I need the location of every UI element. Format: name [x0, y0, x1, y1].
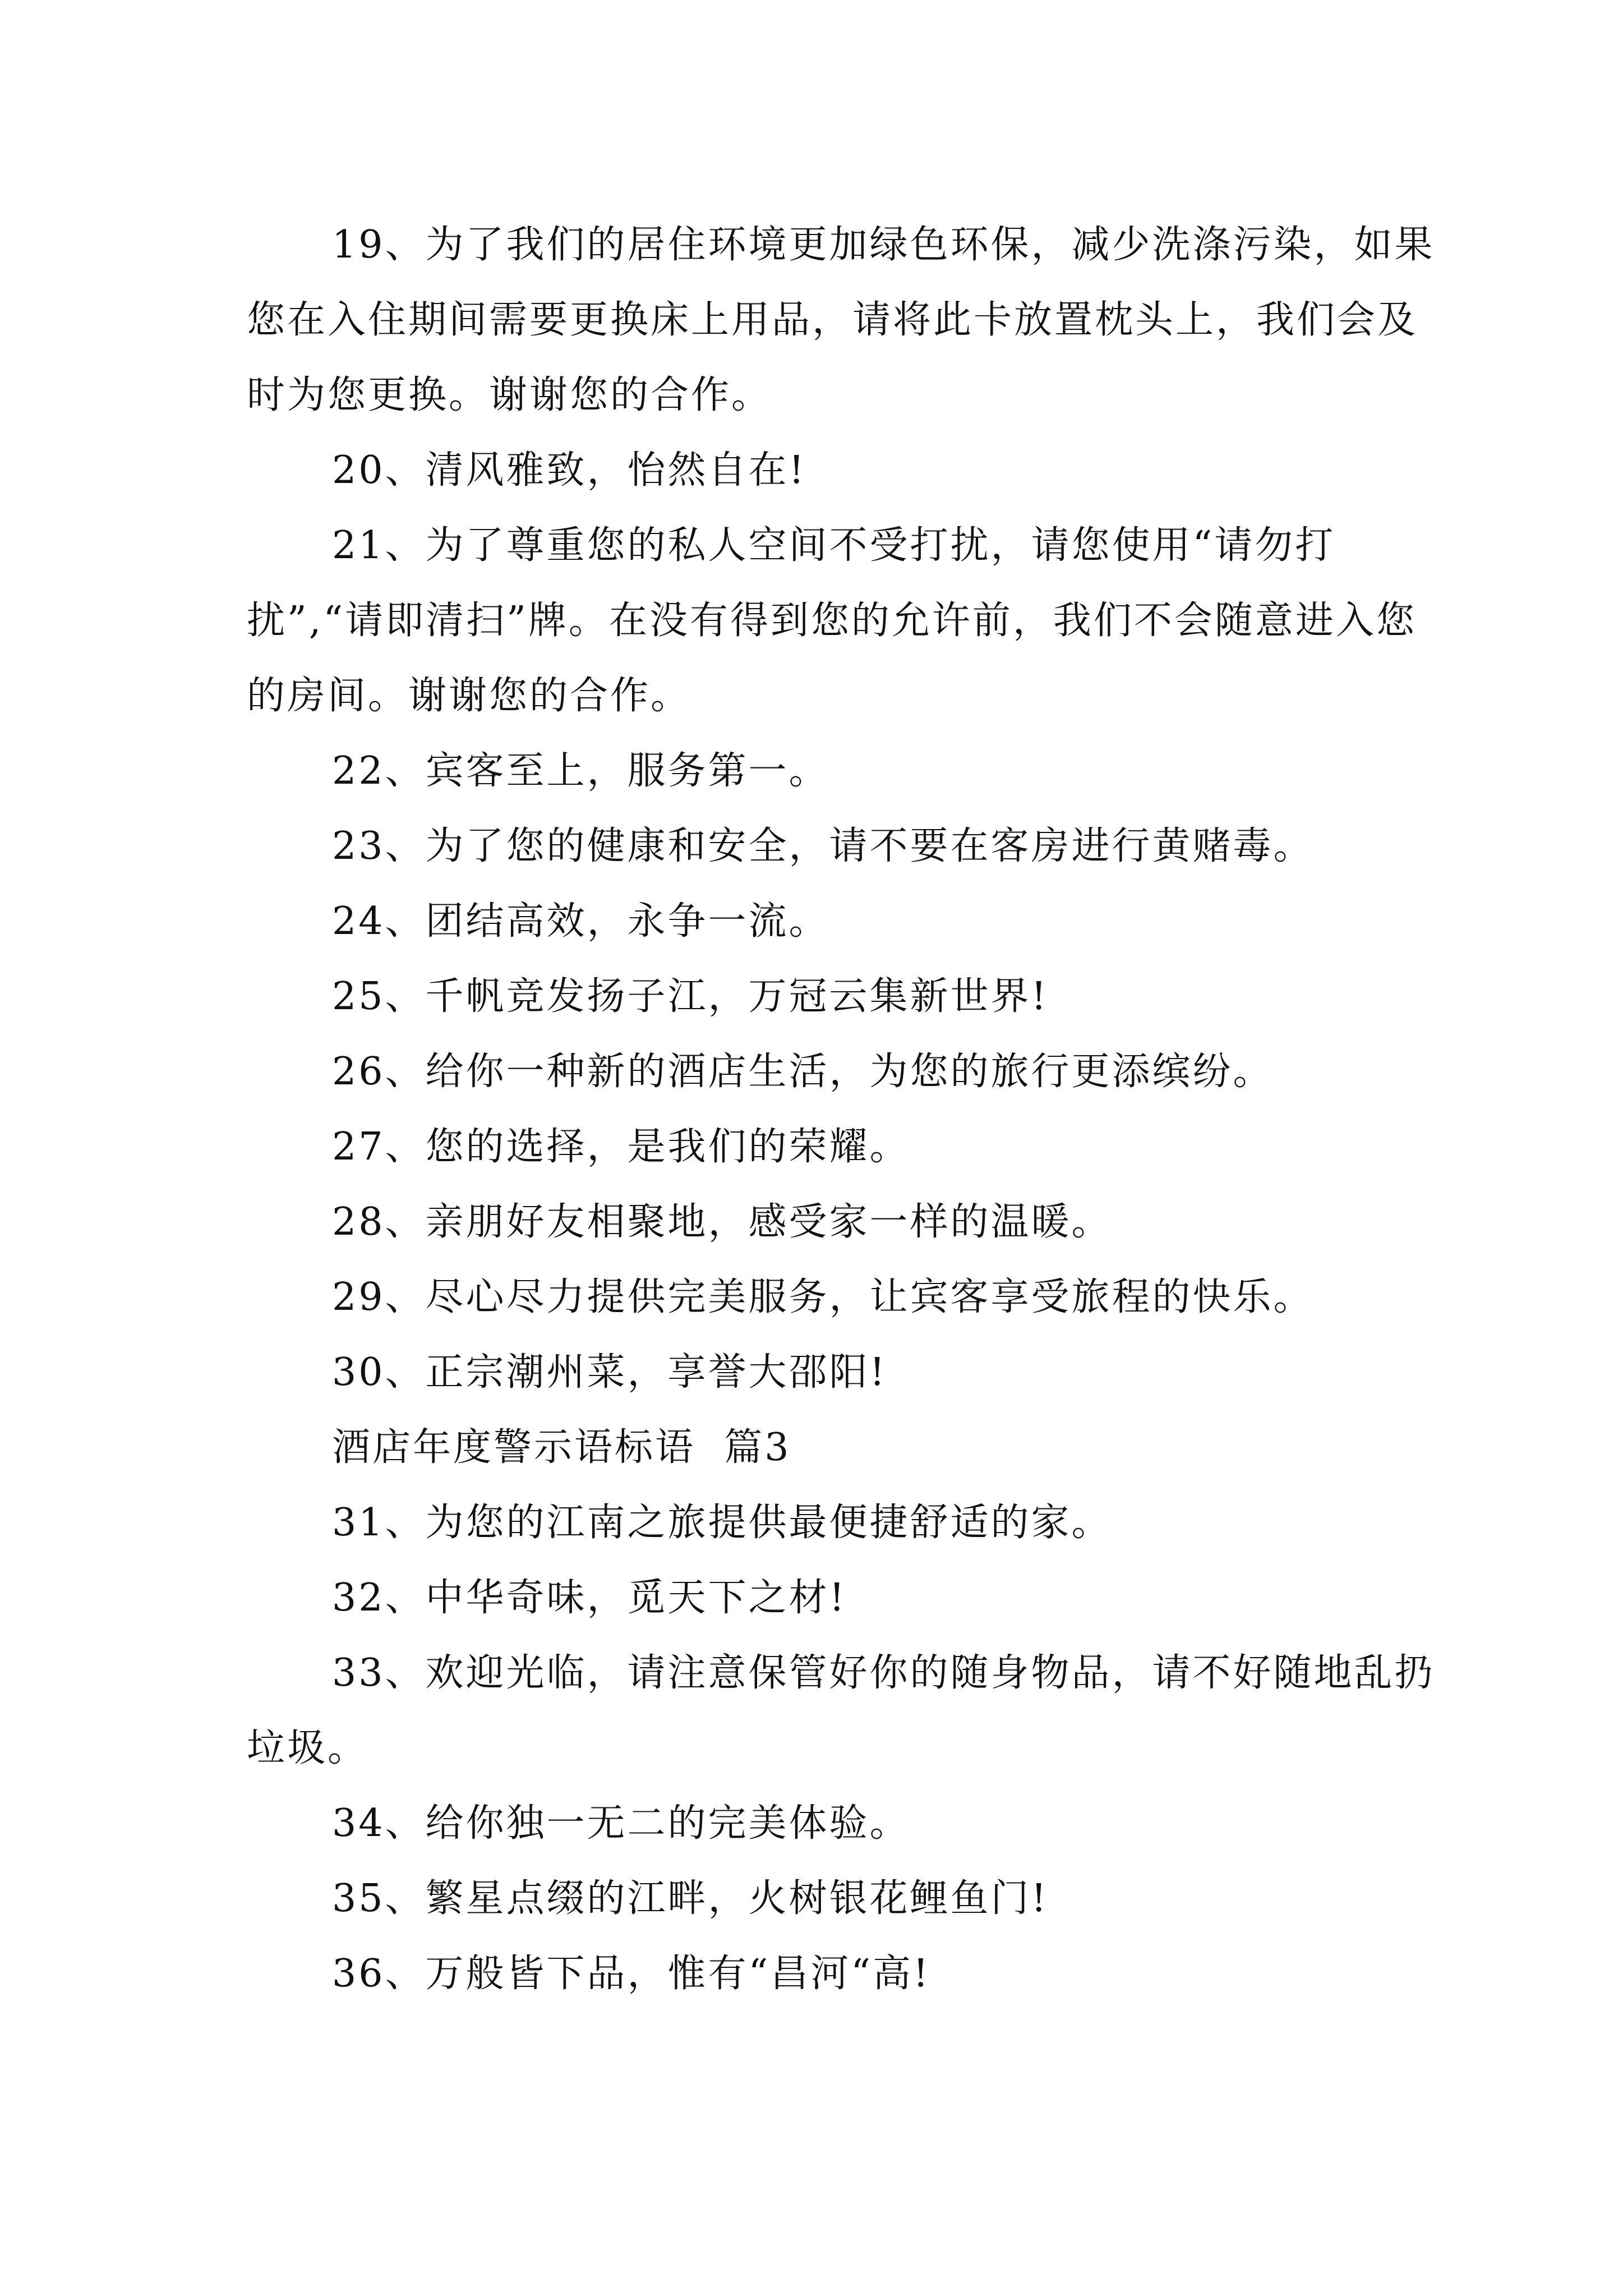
paragraph-25: 25、千帆竞发扬子江，万冠云集新世界! — [332, 974, 1049, 1019]
paragraph-21: 21、为了尊重您的私人空间不受打扰，请您使用“请勿打扰”,“请即清扫”牌。在没有得到您的允许前，我们不会随意进入您的房间。谢谢您的合作。 — [247, 523, 1417, 718]
paragraph-27: 27、您的选择，是我们的荣耀。 — [332, 1125, 910, 1169]
paragraph-33: 33、欢迎光临，请注意保管好你的随身物品，请不好随地乱扔垃圾。 — [247, 1651, 1435, 1770]
document-body — [247, 208, 1447, 2012]
paragraph-36: 36、万般皆下品，惟有“昌河“高! — [332, 1952, 931, 1996]
section-heading: 酒店年度警示语标语 篇3 — [332, 1425, 791, 1470]
paragraph-19: 19、为了我们的居住环境更加绿色环保，减少洗涤污染，如果您在入住期间需要更换床上用品，请将此卡放置枕头上，我们会及时为您更换。谢谢您的合作。 — [247, 223, 1435, 417]
paragraph-28: 28、亲朋好友相聚地，感受家一样的温暖。 — [332, 1200, 1112, 1244]
paragraph-32: 32、中华奇味，觅天下之材! — [332, 1576, 847, 1620]
paragraph-34: 34、给你独一无二的完美体验。 — [332, 1801, 910, 1846]
paragraph-29: 29、尽心尽力提供完美服务，让宾客享受旅程的快乐。 — [332, 1275, 1314, 1319]
paragraph-24: 24、团结高效，永争一流。 — [332, 899, 829, 944]
paragraph-35: 35、繁星点缀的江畔，火树银花鲤鱼门! — [332, 1876, 1049, 1921]
paragraph-30: 30、正宗潮州菜，享誉大邵阳! — [332, 1350, 887, 1395]
paragraph-22: 22、宾客至上，服务第一。 — [332, 749, 829, 793]
paragraph-26: 26、给你一种新的酒店生活，为您的旅行更添缤纷。 — [332, 1050, 1274, 1094]
paragraph-20: 20、清风雅致，怡然自在! — [332, 448, 806, 493]
paragraph-23: 23、为了您的健康和安全，请不要在客房进行黄赌毒。 — [332, 824, 1314, 868]
paragraph-31: 31、为您的江南之旅提供最便捷舒适的家。 — [332, 1501, 1112, 1545]
